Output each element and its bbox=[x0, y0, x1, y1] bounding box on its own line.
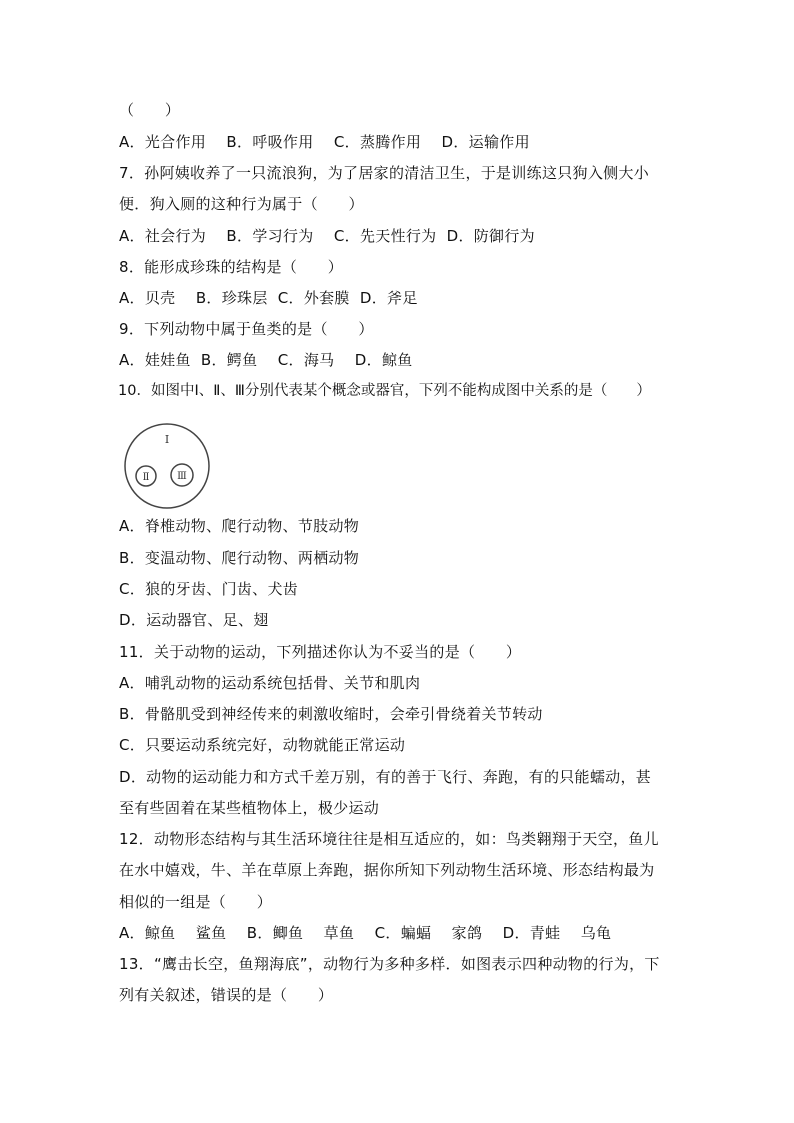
q12-stem-line1: 12．动物形态结构与其生活环境往往是相互适应的，如：鸟类翱翔于天空，鱼儿 bbox=[119, 830, 659, 848]
q9-options: A．娃娃鱼 B．鳄鱼 C．海马 D．鲸鱼 bbox=[119, 351, 413, 369]
q8-stem: 8．能形成珍珠的结构是（ ） bbox=[119, 258, 344, 276]
q11-option-b: B．骨骼肌受到神经传来的刺激收缩时，会牵引骨绕着关节转动 bbox=[119, 705, 543, 723]
q11-option-d-line1: D．动物的运动能力和方式千差万别，有的善于飞行、奔跑，有的只能蠕动，甚 bbox=[119, 768, 652, 786]
label-I: Ⅰ bbox=[164, 433, 170, 446]
q12-stem-line2: 在水中嬉戏，牛、羊在草原上奔跑，据你所知下列动物生活环境、形态结构最为 bbox=[119, 861, 655, 879]
q11-option-a: A．哺乳动物的运动系统包括骨、关节和肌肉 bbox=[119, 674, 421, 692]
label-II: Ⅱ bbox=[142, 472, 150, 483]
q6-answer-bracket: （ ） bbox=[119, 101, 181, 119]
venn-diagram-figure bbox=[119, 423, 217, 509]
q7-stem-line2: 便．狗入厕的这种行为属于（ ） bbox=[119, 195, 364, 213]
q9-stem: 9．下列动物中属于鱼类的是（ ） bbox=[119, 320, 374, 338]
q8-options: A．贝壳 B．珍珠层 C．外套膜 D．斧足 bbox=[119, 289, 418, 307]
q11-option-c: C．只要运动系统完好，动物就能正常运动 bbox=[119, 736, 406, 754]
q7-stem-line1: 7．孙阿姨收养了一只流浪狗，为了居家的清洁卫生，于是训练这只狗入侧大小 bbox=[119, 164, 650, 182]
q11-stem: 11．关于动物的运动，下列描述你认为不妥当的是（ ） bbox=[119, 643, 522, 661]
q12-options: A．鲸鱼 鲨鱼 B．鲫鱼 草鱼 C．蝙蝠 家鸽 D．青蛙 乌龟 bbox=[119, 924, 612, 942]
q6-options: A．光合作用 B．呼吸作用 C．蒸腾作用 D．运输作用 bbox=[119, 133, 530, 151]
q13-stem-line2: 列有关叙述，错误的是（ ） bbox=[119, 986, 334, 1004]
q10-option-b: B．变温动物、爬行动物、两栖动物 bbox=[119, 549, 360, 567]
q12-stem-line3: 相似的一组是（ ） bbox=[119, 893, 273, 911]
label-III: Ⅲ bbox=[177, 471, 187, 482]
q10-option-c: C．狼的牙齿、门齿、犬齿 bbox=[119, 580, 299, 598]
q10-stem: 10．如图中Ⅰ、Ⅱ、Ⅲ分别代表某个概念或器官，下列不能构成图中关系的是（ ） bbox=[118, 383, 651, 399]
q10-option-a: A．脊椎动物、爬行动物、节肢动物 bbox=[119, 517, 360, 535]
q11-option-d-line2: 至有些固着在某些植物体上，极少运动 bbox=[119, 799, 380, 817]
q10-option-d: D．运动器官、足、翅 bbox=[119, 611, 269, 629]
q7-options: A．社会行为 B．学习行为 C．先天性行为 D．防御行为 bbox=[119, 227, 535, 245]
q13-stem-line1: 13．“鹰击长空，鱼翔海底”，动物行为多种多样．如图表示四种动物的行为，下 bbox=[119, 955, 660, 973]
